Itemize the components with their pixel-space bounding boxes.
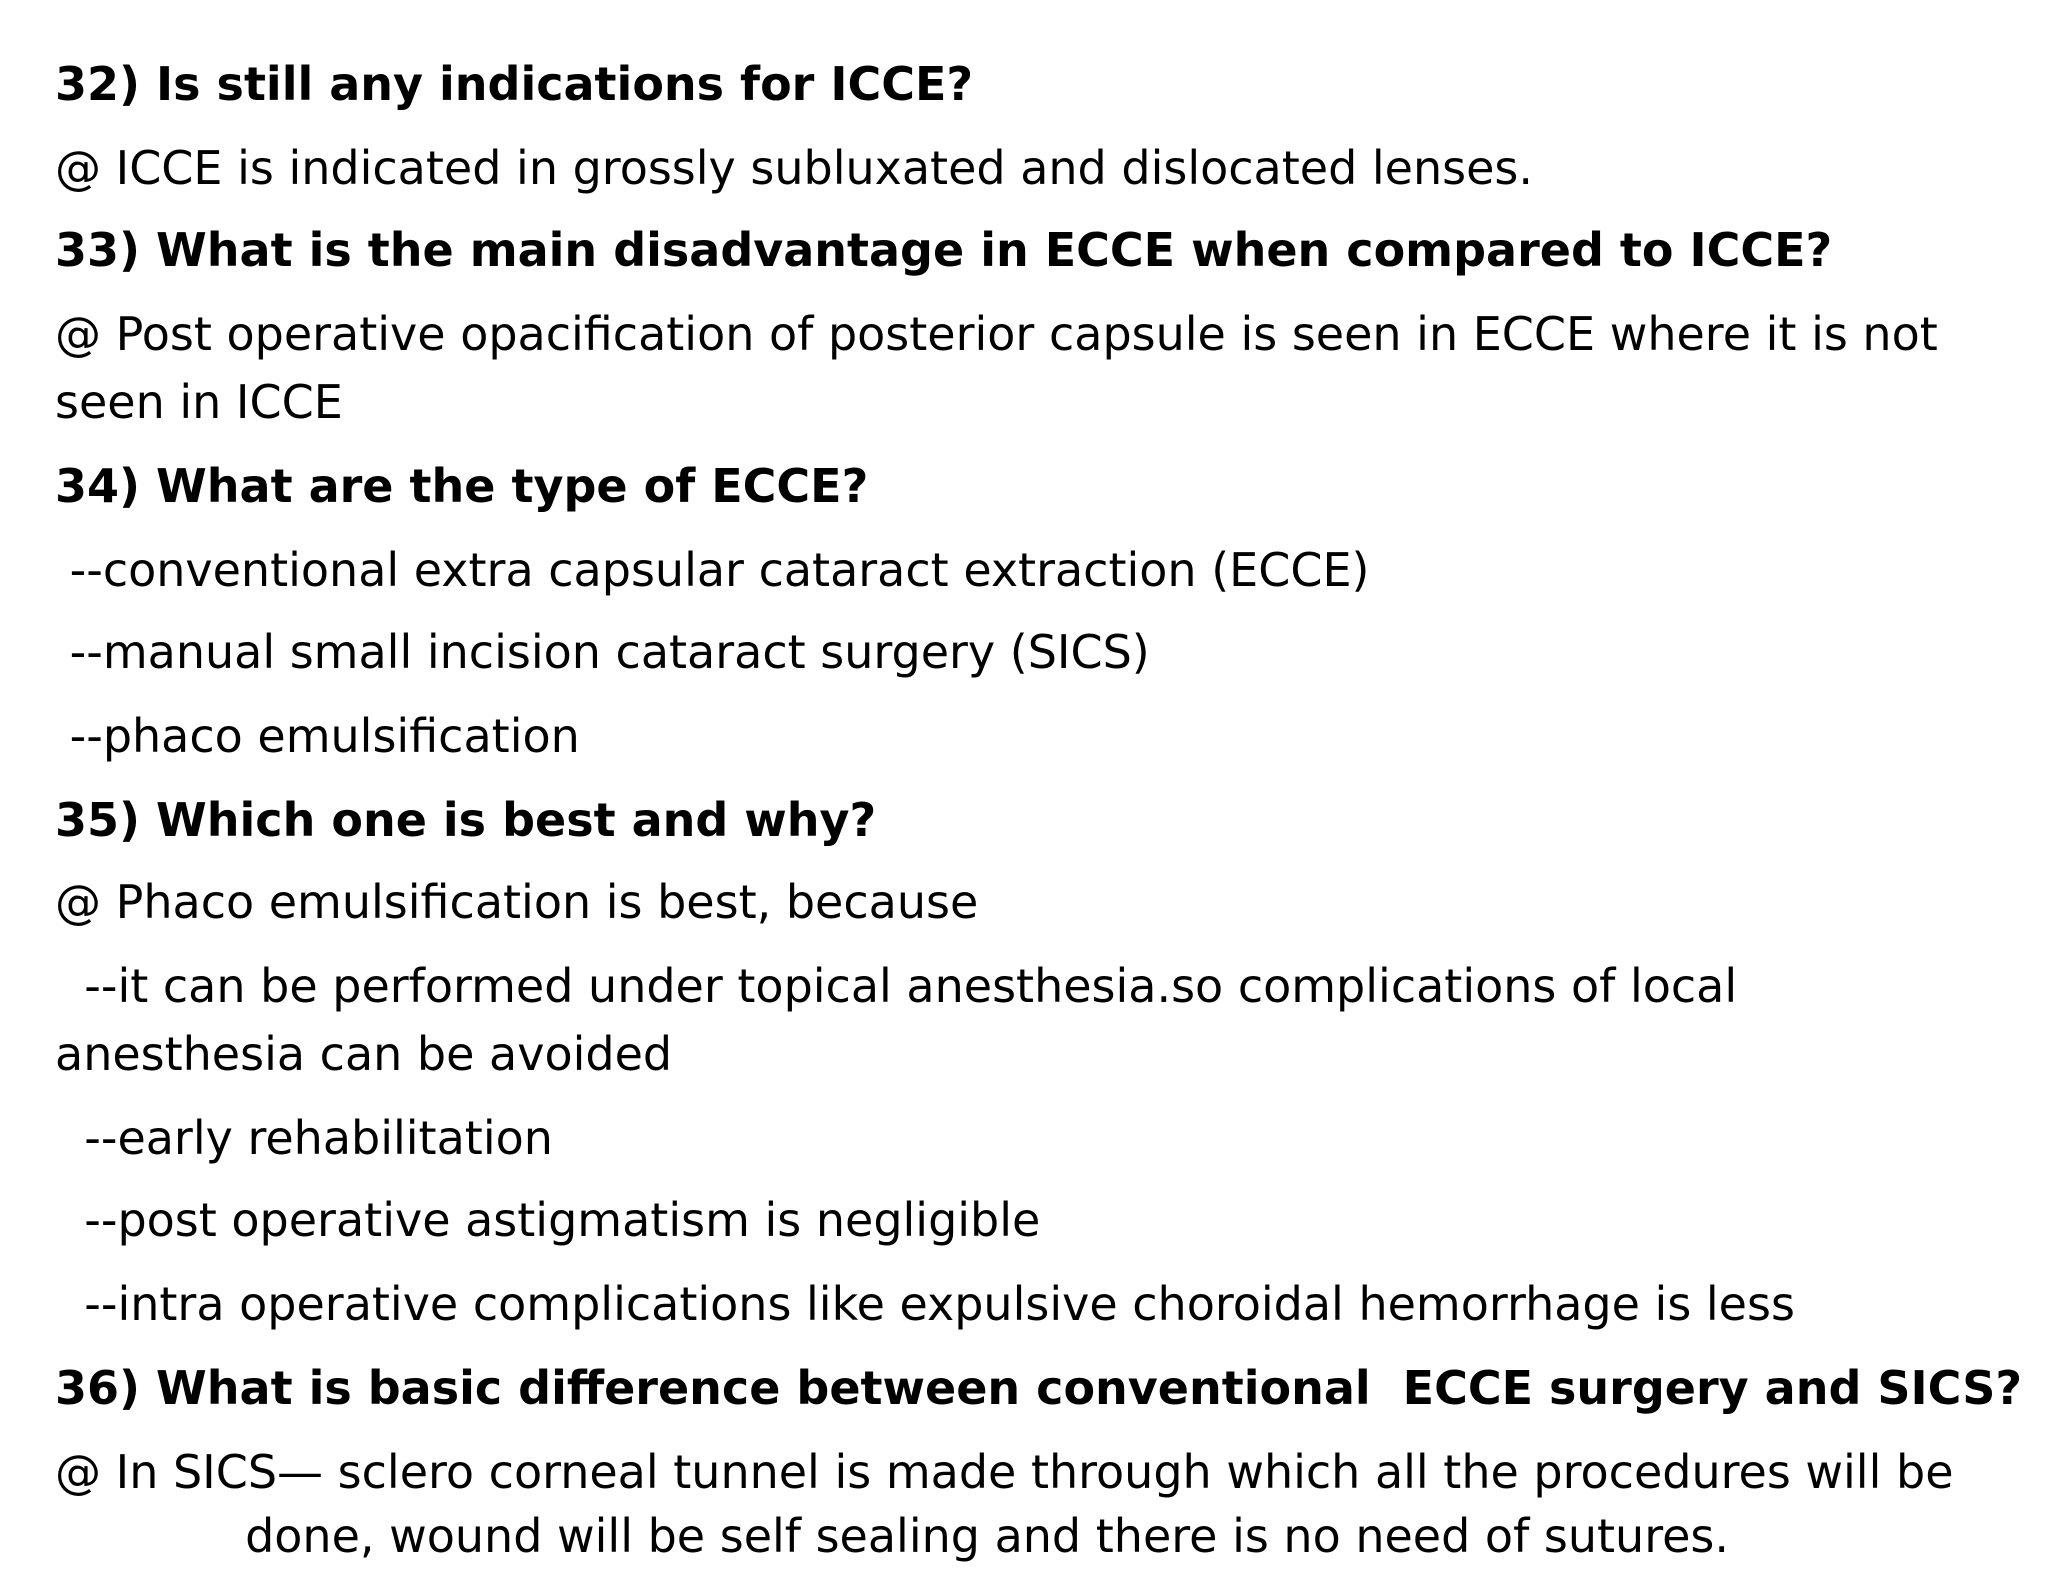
answer-34-item-3: --phaco emulsification — [55, 709, 580, 763]
answer-34-item-1: --conventional extra capsular cataract extraction (ECCE) — [55, 543, 1370, 597]
answer-36-line-1: @ In SICS— sclero corneal tunnel is made through which all the procedures will be — [55, 1445, 1954, 1499]
answer-35-intro: @ Phaco emulsification is best, because — [55, 875, 979, 929]
answer-35-item-3: --post operative astigmatism is negligible — [55, 1193, 1041, 1247]
answer-35-item-1-line-2: anesthesia can be avoided — [55, 1027, 673, 1081]
question-32: 32) Is still any indications for ICCE? — [55, 57, 974, 111]
question-34: 34) What are the type of ECCE? — [55, 459, 869, 513]
question-35: 35) Which one is best and why? — [55, 793, 877, 847]
answer-35-item-4: --intra operative complications like expulsive choroidal hemorrhage is less — [55, 1277, 1795, 1331]
answer-32: @ ICCE is indicated in grossly subluxated and dislocated lenses. — [55, 141, 1533, 195]
answer-36-line-2: done, wound will be self sealing and there is no need of sutures. — [55, 1509, 1729, 1563]
answer-33-line-1: @ Post operative opacification of posterior capsule is seen in ECCE where it is not — [55, 307, 1938, 361]
question-36: 36) What is basic difference between conventional ECCE surgery and SICS? — [55, 1361, 2023, 1415]
answer-33-line-2: seen in ICCE — [55, 375, 343, 429]
answer-35-item-1-line-1: --it can be performed under topical anesthesia.so complications of local — [55, 959, 1738, 1013]
answer-34-item-2: --manual small incision cataract surgery (SICS) — [55, 625, 1150, 679]
answer-35-item-2: --early rehabilitation — [55, 1111, 553, 1165]
question-33: 33) What is the main disadvantage in ECCE when compared to ICCE? — [55, 223, 1833, 277]
